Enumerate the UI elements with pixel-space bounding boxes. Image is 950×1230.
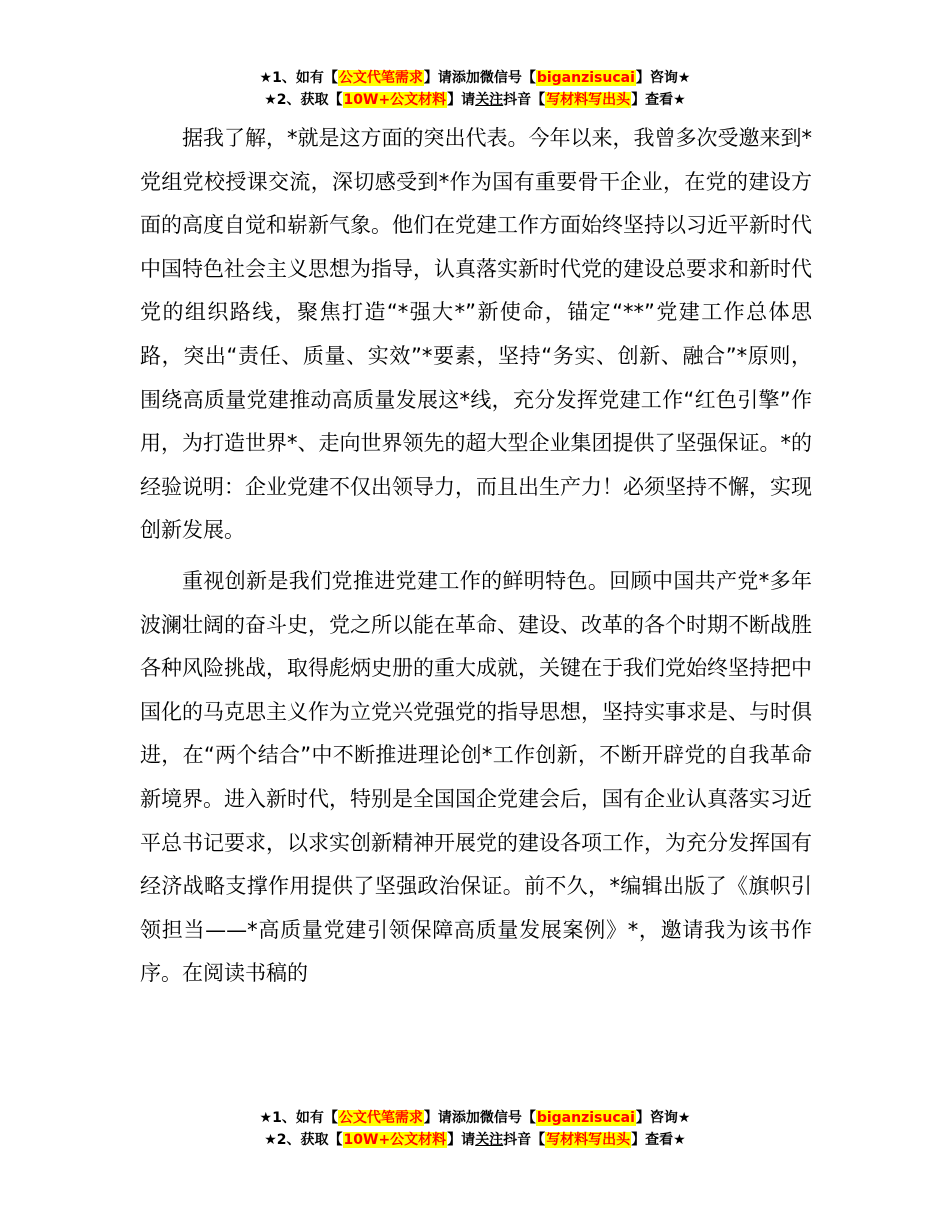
banner-text: 】咨询★ — [635, 70, 691, 86]
banner-underlined-text: 关注 — [475, 1132, 504, 1148]
header-banner — [0, 67, 950, 111]
banner-highlight: 10W+公文材料 — [343, 1132, 447, 1148]
banner-text: 】请添加微信号【 — [423, 1110, 536, 1126]
banner-text: ★2、获取【 — [264, 92, 343, 108]
banner-line-2 — [0, 89, 950, 111]
banner-text: ★1、如有【 — [259, 1110, 338, 1126]
banner-highlight: 公文代笔需求 — [338, 70, 423, 86]
banner-underlined-text: 关注 — [475, 92, 504, 108]
paragraph: 据我了解，*就是这方面的突出代表。今年以来，我曾多次受邀来到*党组党校授课交流，深切感受到*作为国有重要骨干企业，在党的建设方面的高度自觉和崭新气象。他们在党建工作方面始终坚持以习近平新时代中国特色社会主义思想为指导，认真落实新时代党的建设总要求和新时代党的组织路线，聚焦打造“*强大*”新使命，锚定“**”党建工作总体思路，突出“责任、质量、实效”*要素，坚持“务实、创新、融合”*原则，围绕高质量党建推动高质量发展这*线，充分发挥党建工作“红色引擎”作用，为打造世界*、走向世界领先的超大型企业集团提供了坚强保证。*的经验说明：企业党建不仅出领导力，而且出生产力！必须坚持不懈，实现创新发展。 — [140, 126, 812, 543]
banner-highlight: 10W+公文材料 — [343, 92, 447, 108]
banner-highlight: 公文代笔需求 — [338, 1110, 423, 1126]
banner-text: 】请 — [447, 92, 476, 108]
banner-text: ★1、如有【 — [259, 70, 338, 86]
paragraph: 重视创新是我们党推进党建工作的鲜明特色。回顾中国共产党*多年波澜壮阔的奋斗史，党之所以能在革命、建设、改革的各个时期不断战胜各种风险挑战，取得彪炳史册的重大成就，关键在于我们党始终坚持把中国化的马克思主义作为立党兴党强党的指导思想，坚持实事求是、与时俱进，在“两个结合”中不断推进理论创*工作创新，不断开辟党的自我革命新境界。进入新时代，特别是全国国企党建会后，国有企业认真落实习近平总书记要求，以求实创新精神开展党的建设各项工作，为充分发挥国有经济战略支撑作用提供了坚强政治保证。前不久，*编辑出版了《旗帜引领担当——*高质量党建引领保障高质量发展案例》*，邀请我为该书作序。在阅读书稿的 — [140, 568, 812, 986]
banner-text: 】请 — [447, 1132, 476, 1148]
banner-line-2 — [0, 1129, 950, 1151]
douyin-account-highlight: 写材料写出头 — [546, 1132, 631, 1148]
banner-text: 】查看★ — [631, 92, 686, 108]
document-body — [140, 117, 812, 996]
banner-text: 】请添加微信号【 — [423, 70, 536, 86]
wechat-id-highlight: biganzisucai — [536, 1110, 635, 1126]
banner-text: 抖音【 — [503, 92, 546, 108]
douyin-account-highlight: 写材料写出头 — [546, 92, 631, 108]
wechat-id-highlight: biganzisucai — [536, 70, 635, 86]
banner-text: 抖音【 — [503, 1132, 546, 1148]
banner-line-1 — [0, 1107, 950, 1129]
footer-banner — [0, 1107, 950, 1151]
banner-text: ★2、获取【 — [264, 1132, 343, 1148]
banner-line-1 — [0, 67, 950, 89]
banner-text: 】咨询★ — [635, 1110, 691, 1126]
banner-text: 】查看★ — [631, 1132, 686, 1148]
